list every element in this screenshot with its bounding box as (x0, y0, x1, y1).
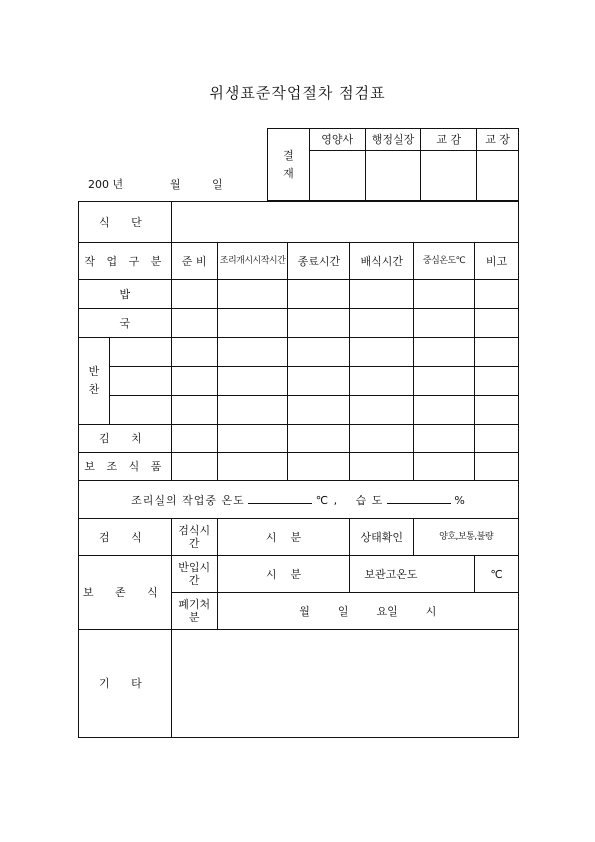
cell[interactable] (109, 396, 171, 425)
humidity-label: 습 도 (355, 493, 384, 507)
cell[interactable] (414, 425, 475, 453)
cell[interactable] (350, 338, 414, 367)
cell[interactable] (217, 453, 288, 481)
kitchen-temp-unit: ℃ , (315, 493, 339, 507)
date-month: 월 (170, 178, 181, 191)
inspection-label: 검 식 (79, 519, 172, 556)
col-end-time: 종료시간 (288, 243, 350, 280)
disposal-value[interactable]: 월 일 요일 시 (217, 593, 518, 630)
sign-box[interactable] (309, 151, 365, 201)
cell[interactable] (171, 367, 217, 396)
cell[interactable] (171, 425, 217, 453)
cell[interactable] (171, 338, 217, 367)
cell[interactable] (217, 309, 288, 338)
sign-box[interactable] (365, 151, 421, 201)
sign-box[interactable] (421, 151, 477, 201)
inspection-form (78, 201, 519, 738)
row-soup-label: 국 (79, 309, 172, 338)
cell[interactable] (217, 280, 288, 309)
inspection-time-value[interactable]: 시 분 (217, 519, 350, 556)
cell[interactable] (217, 396, 288, 425)
approval-label: 결재 (268, 129, 310, 201)
cell[interactable] (414, 309, 475, 338)
date-year: 200 년 (88, 178, 124, 191)
cell[interactable] (288, 453, 350, 481)
cell[interactable] (171, 280, 217, 309)
col-core-temp: 중심온도℃ (414, 243, 475, 280)
cell[interactable] (288, 425, 350, 453)
cell[interactable] (414, 453, 475, 481)
cell[interactable] (414, 367, 475, 396)
humidity-field[interactable] (387, 493, 451, 504)
cell[interactable] (109, 338, 171, 367)
cell[interactable] (350, 309, 414, 338)
col-prep: 준 비 (171, 243, 217, 280)
approval-table (267, 128, 519, 201)
cell[interactable] (171, 396, 217, 425)
disposal-label: 폐기처분 (171, 593, 217, 630)
cell[interactable] (288, 309, 350, 338)
cell[interactable] (217, 338, 288, 367)
inspection-time-label: 검식시간 (171, 519, 217, 556)
cell[interactable] (171, 309, 217, 338)
cell[interactable] (475, 280, 519, 309)
menu-field[interactable] (171, 202, 518, 243)
approval-role-principal: 교 장 (477, 129, 519, 151)
cell[interactable] (350, 280, 414, 309)
menu-label: 식 단 (79, 202, 172, 243)
preserve-label: 보 존 식 (79, 556, 172, 630)
cell[interactable] (414, 396, 475, 425)
cell[interactable] (475, 309, 519, 338)
approval-role-nutritionist: 영양사 (309, 129, 365, 151)
cell[interactable] (217, 425, 288, 453)
row-kimchi-label: 김 치 (79, 425, 172, 453)
page-title: 위생표준작업절차 점검표 (209, 84, 386, 102)
cell[interactable] (475, 453, 519, 481)
approval-role-admin: 행정실장 (365, 129, 421, 151)
approval-role-vice-principal: 교 감 (421, 129, 477, 151)
storage-temp-label: 보관고온도 (350, 556, 475, 593)
cell[interactable] (288, 367, 350, 396)
carry-in-time-value[interactable]: 시 분 (217, 556, 350, 593)
cell[interactable] (350, 367, 414, 396)
other-label: 기 타 (79, 630, 172, 738)
cell[interactable] (414, 338, 475, 367)
date-day: 일 (212, 178, 223, 191)
status-check-label: 상태확인 (350, 519, 414, 556)
work-category-label: 작 업 구 분 (79, 243, 172, 280)
row-extra-label: 보 조 식 품 (79, 453, 172, 481)
col-serve-time: 배식시간 (350, 243, 414, 280)
cell[interactable] (475, 425, 519, 453)
col-note: 비고 (475, 243, 519, 280)
cell[interactable] (171, 453, 217, 481)
other-field[interactable] (171, 630, 518, 738)
cell[interactable] (350, 425, 414, 453)
cell[interactable] (475, 338, 519, 367)
row-rice-label: 밥 (79, 280, 172, 309)
cell[interactable] (475, 396, 519, 425)
kitchen-temp-field[interactable] (248, 493, 312, 504)
cell[interactable] (288, 338, 350, 367)
cell[interactable] (414, 280, 475, 309)
kitchen-conditions-row (79, 481, 519, 519)
cell[interactable] (350, 396, 414, 425)
cell[interactable] (288, 396, 350, 425)
status-check-value[interactable]: 양호,보통,불량 (414, 519, 519, 556)
cell[interactable] (475, 367, 519, 396)
cell[interactable] (350, 453, 414, 481)
humidity-unit: % (454, 493, 466, 507)
carry-in-time-label: 반입시간 (171, 556, 217, 593)
cell[interactable] (109, 367, 171, 396)
cell[interactable] (217, 367, 288, 396)
cell[interactable] (288, 280, 350, 309)
col-cook-start: 조리개시시작시간 (217, 243, 288, 280)
storage-temp-unit[interactable]: ℃ (475, 556, 519, 593)
sign-box[interactable] (477, 151, 519, 201)
kitchen-temp-label: 조리실의 작업중 온도 (131, 493, 245, 507)
row-side-label: 반찬 (79, 338, 110, 425)
